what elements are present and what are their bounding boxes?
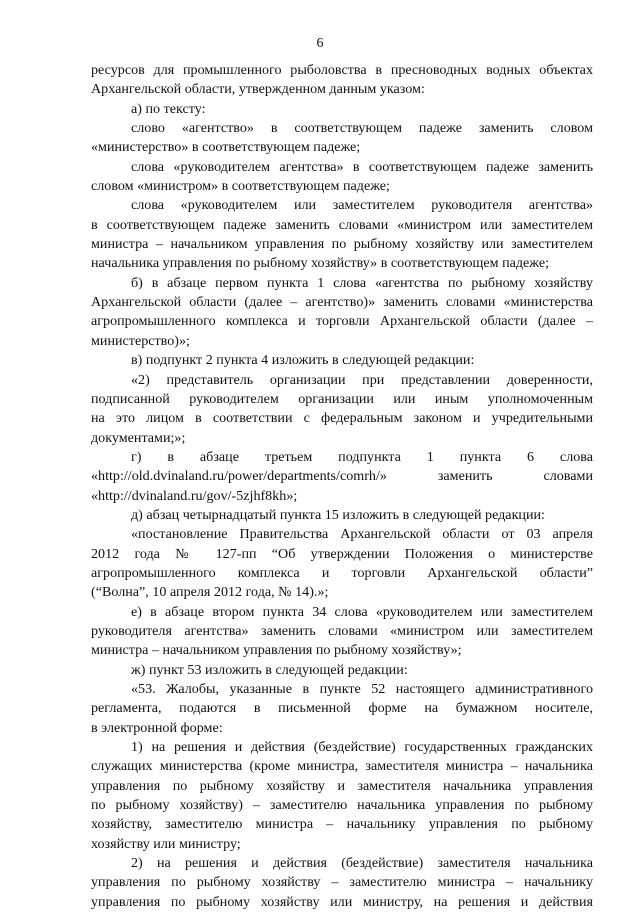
text-line: министра – начальником управления по рыбному хозяйству или заместителем xyxy=(91,236,593,253)
text-line: в электронной форме: xyxy=(91,719,223,736)
text-line: 2012 года № 127-пп “Об утверждении Положения о министерстве xyxy=(91,545,593,562)
text-line: «http://old.dvinaland.ru/power/departments/comrh/» заменить словами xyxy=(91,468,593,485)
text-line: слово «агентство» в соответствующем падеже заменить словом xyxy=(131,120,593,137)
text-line: «53. Жалобы, указанные в пункте 52 настоящего административного xyxy=(131,681,593,697)
text-line: д) абзац четырнадцатый пункта 15 изложить в следующей редакции: xyxy=(131,506,545,523)
text-line: Архангельской области (далее – агентство)» заменить словами «министерства xyxy=(91,294,593,311)
text-line: управления по рыбному хозяйству – заместителю министра – начальнику xyxy=(91,874,593,891)
text-line: слова «руководителем или заместителем руководителя агентства» xyxy=(131,197,593,214)
text-line: агропромышленного комплекса и торговли Архангельской области (далее – xyxy=(91,313,593,330)
text-line: в соответствующем падеже заменить словами «министром или заместителем xyxy=(91,216,593,233)
document-body xyxy=(91,61,593,912)
text-line: начальника управления по рыбному хозяйству» в соответствующем падеже; xyxy=(91,255,550,272)
text-line: министра – начальником управления по рыбному хозяйству»; xyxy=(91,642,462,659)
text-line: хозяйству или министру; xyxy=(91,835,241,852)
text-line: на это лицом в соответствии с федеральным законом и учредительными xyxy=(91,410,593,427)
text-line: руководителя агентства» заменить словами «министром или заместителем xyxy=(91,622,593,639)
text-line: регламента, подаются в письменной форме на бумажном носителе, xyxy=(91,700,593,717)
text-line: б) в абзаце первом пункта 1 слова «агентства по рыбному хозяйству xyxy=(131,274,593,291)
text-line: Архангельской области, утвержденном данным указом: xyxy=(91,81,425,98)
text-line: слова «руководителем агентства» в соответствующем падеже заменить xyxy=(131,158,593,175)
text-line: е) в абзаце втором пункта 34 слова «руководителем или заместителем xyxy=(131,603,593,620)
text-line: подписанной руководителем организации или иным уполномоченным xyxy=(91,390,593,407)
text-line: ресурсов для промышленного рыболовства в пресноводных водных объектах xyxy=(91,62,593,78)
text-line: «министерство» в соответствующем падеже; xyxy=(91,139,361,156)
text-line: «2) представитель организации при представлении доверенности, xyxy=(131,371,593,388)
text-line: в) подпункт 2 пункта 4 изложить в следующей редакции: xyxy=(131,352,475,369)
text-line: «http://dvinaland.ru/gov/-5zjhf8kh»; xyxy=(91,487,298,504)
text-line: ж) пункт 53 изложить в следующей редакции: xyxy=(131,661,408,678)
text-line: «постановление Правительства Архангельской области от 03 апреля xyxy=(131,526,593,543)
text-line: агропромышленного комплекса и торговли Архангельской области” xyxy=(91,564,593,581)
text-line: документами;»; xyxy=(91,429,186,446)
text-line: словом «министром» в соответствующем падеже; xyxy=(91,178,390,195)
text-line: министерство)»; xyxy=(91,332,190,349)
text-line: служащих министерства (кроме министра, заместителя министра – начальника xyxy=(91,758,593,775)
text-line: (“Волна”, 10 апреля 2012 года, № 14).»; xyxy=(91,584,329,601)
page-number: 6 xyxy=(316,36,324,51)
text-line: по рыбному хозяйству) – заместителю начальника управления по рыбному xyxy=(91,797,593,814)
text-line: г) в абзаце третьем подпункта 1 пункта 6 слова xyxy=(131,448,593,465)
text-line: управления по рыбному хозяйству или министру, на решения и действия xyxy=(91,893,593,910)
text-line: хозяйству, заместителю министра – начальнику управления по рыбному xyxy=(91,816,593,833)
text-line: а) по тексту: xyxy=(131,100,206,117)
text-line: 1) на решения и действия (бездействие) государственных гражданских xyxy=(131,739,593,756)
text-line: управления по рыбному хозяйству и заместителя начальника управления xyxy=(91,777,593,794)
text-line: 2) на решения и действия (бездействие) заместителя начальника xyxy=(131,855,593,872)
